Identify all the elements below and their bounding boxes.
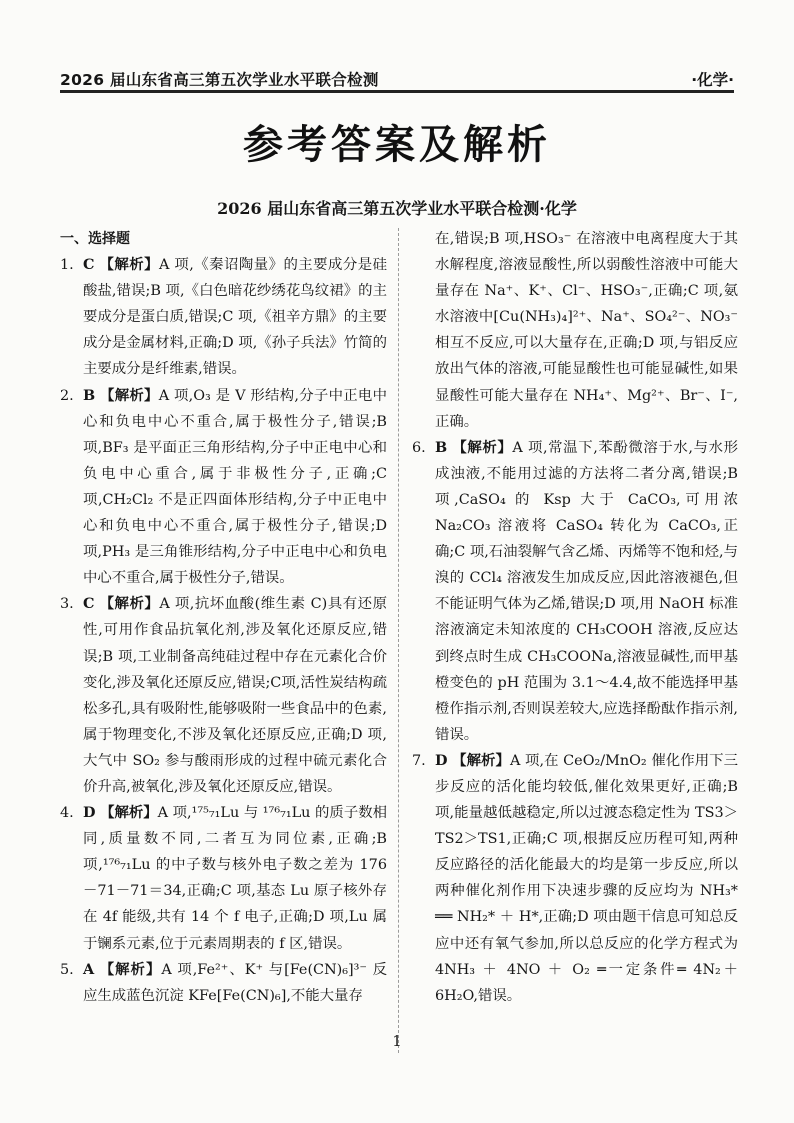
answer-item-7: 7. D 【解析】A 项,在 CeO₂/MnO₂ 催化作用下三步反应的活化能均较低,催化效果更好,正确;B 项,能量越低越稳定,所以过渡态稳定性为 TS3＞TS2＞TS1,正确;C 项,根据反应历程可知,两种反应路径的活化能最大的均是第一步反应,所以两种催化剂作用下决速步骤的反应均为 NH₃* ══ NH₂* ＋ H*,正确;D 项由题干信息可知总反应中还有氧气参加,所以总反应的化学方程式为 4NH₃ ＋ 4NO ＋ O₂ ═一定条件═ 4N₂＋6H₂O,错误。 (412, 751, 738, 1004)
analysis-text: A 项,¹⁷⁵₇₁Lu 与 ¹⁷⁶₇₁Lu 的质子数相同,质量数不同,二者互为同位素,正确;B 项,¹⁷⁶₇₁Lu 的中子数与核外电子数之差为 176－71－71＝34,正确;C 项,基态 Lu 原子核外存在 4f 能级,共有 14 个 f 电子,正确;D 项,Lu 属于镧系元素,位于元素周期表的 f 区,错误。 (83, 805, 387, 952)
exam-subtitle: 2026 届山东省高三第五次学业水平联合检测·化学 (217, 199, 577, 218)
answer-item-6: 6. B 【解析】A 项,常温下,苯酚微溶于水,与水形成浊液,不能用过滤的方法将二者分离,错误;B 项,CaSO₄ 的 Ksp 大于 CaCO₃,可用浓 Na₂CO₃ 溶液将 CaSO₄ 转化为 CaCO₃,正确;C 项,石油裂解气含乙烯、丙烯等不饱和烃,与溴的 CCl₄ 溶液发生加成反应,因此溶液褪色,但不能证明气体为乙烯,错误;D 项,用 NaOH 标准溶液滴定未知浓度的 CH₃COOH 溶液,反应达到终点时生成 CH₃COONa,溶液显碱性,而甲基橙变色的 pH 范围为 3.1～4.4,故不能选择甲基橙作指示剂,否则误差较大,应选择酚酞作指示剂,错误。 (412, 438, 739, 743)
header-subject: ·化学· (691, 71, 734, 89)
header-title: 2026 届山东省高三第五次学业水平联合检测 (60, 71, 379, 89)
analysis-text: A 项,O₃ 是 V 形结构,分子中正电中心和负电中心不重合,属于极性分子,错误;B 项,BF₃ 是平面正三角形结构,分子中正电中心和负电中心重合,属于非极性分子,正确;C 项,CH₂Cl₂ 不是正四面体形结构,分子中正电中心和负电中心不重合,属于极性分子,错误;D 项,PH₃ 是三角锥形结构,分子中正电中心和负电中心不重合,属于极性分子,错误。 (83, 387, 387, 587)
page-number: 1 (392, 1032, 402, 1050)
left-column (60, 226, 387, 1009)
analysis-text: A 项,《秦诏陶量》的主要成分是硅酸盐,错误;B 项,《白色暗花纱绣花鸟纹裙》的主要成分是蛋白质,错误;C 项,《祖辛方鼎》的主要成分是金属材料,正确;D 项,《孙子兵法》竹简的主要成分是纤维素,错误。 (83, 257, 387, 378)
answer-letter: A (83, 960, 95, 978)
analysis-text: A 项,抗坏血酸(维生素 C)具有还原性,可用作食品抗氧化剂,涉及氧化还原反应,错误;B 项,工业制备高纯硅过程中存在元素化合价变化,涉及氧化还原反应,错误;C项,活性炭结构疏松多孔,具有吸附性,能够吸附一些食品中的色素,属于物理变化,不涉及氧化还原反应,正确;D 项,大气中 SO₂ 参与酸雨形成的过程中硫元素化合价升高,被氧化,涉及氧化还原反应,错误。 (83, 596, 388, 795)
answer-item-2: 2. B 【解析】A 项,O₃ 是 V 形结构,分子中正电中心和负电中心不重合,属于极性分子,错误;B 项,BF₃ 是平面正三角形结构,分子中正电中心和负电中心重合,属于非极性分子,正确;C 项,CH₂Cl₂ 不是正四面体形结构,分子中正电中心和负电中心不重合,属于极性分子,错误;D 项,PH₃ 是三角锥形结构,分子中正电中心和负电中心不重合,属于极性分子,错误。 (60, 386, 387, 587)
analysis-text: A 项,常温下,苯酚微溶于水,与水形成浊液,不能用过滤的方法将二者分离,错误;B 项,CaSO₄ 的 Ksp 大于 CaCO₃,可用浓 Na₂CO₃ 溶液将 CaSO₄ 转化为 CaCO₃,正确;C 项,石油裂解气含乙烯、丙烯等不饱和烃,与溴的 CCl₄ 溶液发生加成反应,因此溶液褪色,但不能证明气体为乙烯,错误;D 项,用 NaOH 标准溶液滴定未知浓度的 CH₃COOH 溶液,反应达到终点时生成 CH₃COONa,溶液显碱性,而甲基橙变色的 pH 范围为 3.1～4.4,故不能选择甲基橙作指示剂,否则误差较大,应选择酚酞作指示剂,错误。 (435, 439, 739, 743)
analysis-text: A 项,在 CeO₂/MnO₂ 催化作用下三步反应的活化能均较低,催化效果更好,正确;B 项,能量越低越稳定,所以过渡态稳定性为 TS3＞TS2＞TS1,正确;C 项,根据反应历程可知,两种反应路径的活化能最大的均是第一步反应,所以两种催化剂作用下决速步骤的反应均为 NH₃* ══ NH₂* ＋ H*,正确;D 项由题干信息可知总反应中还有氧气参加,所以总反应的化学方程式为 4NH₃ ＋ 4NO ＋ O₂ ═一定条件═ 4N₂＋6H₂O,错误。 (435, 752, 738, 1004)
column-divider (398, 228, 399, 1053)
section-heading: 一、选择题 (60, 231, 130, 247)
analysis-tag: 【解析】 (100, 804, 158, 822)
right-column (412, 226, 738, 1009)
page-title: 参考答案及解析 (243, 122, 551, 168)
answer-letter: B (83, 386, 96, 404)
answer-item-4: 4. D 【解析】A 项,¹⁷⁵₇₁Lu 与 ¹⁷⁶₇₁Lu 的质子数相同,质量数不同,二者互为同位素,正确;B 项,¹⁷⁶₇₁Lu 的中子数与核外电子数之差为 176－71－71＝34,正确;C 项,基态 Lu 原子核外存在 4f 能级,共有 14 个 f 电子,正确;D 项,Lu 属于镧系元素,位于元素周期表的 f 区,错误。 (60, 804, 387, 952)
answer-item-5: 5. A 【解析】A 项,Fe²⁺、K⁺ 与[Fe(CN)₆]³⁻ 反应生成蓝色沉淀 KFe[Fe(CN)₆],不能大量存 (60, 960, 387, 1004)
analysis-text: A 项,Fe²⁺、K⁺ 与[Fe(CN)₆]³⁻ 反应生成蓝色沉淀 KFe[Fe(CN)₆],不能大量存 (83, 961, 387, 1004)
answer-letter: D (83, 804, 96, 822)
analysis-tag: 【解析】 (99, 595, 160, 613)
answer-letter: C (83, 595, 95, 613)
answer-letter: D (435, 751, 448, 769)
answer-item-3: 3. C 【解析】A 项,抗坏血酸(维生素 C)具有还原性,可用作食品抗氧化剂,涉及氧化还原反应,错误;B 项,工业制备高纯硅过程中存在元素化合价变化,涉及氧化还原反应,错误;C项,活性炭结构疏松多孔,具有吸附性,能够吸附一些食品中的色素,属于物理变化,不涉及氧化还原反应,正确;D 项,大气中 SO₂ 参与酸雨形成的过程中硫元素化合价升高,被氧化,涉及氧化还原反应,错误。 (60, 595, 388, 795)
answer-letter: B (435, 438, 448, 456)
answer-item-1: 1. C 【解析】A 项,《秦诏陶量》的主要成分是硅酸盐,错误;B 项,《白色暗花纱绣花鸟纹裙》的主要成分是蛋白质,错误;C 项,《祖辛方鼎》的主要成分是金属材料,正确;D 项,《孙子兵法》竹简的主要成分是纤维素,错误。 (60, 256, 387, 378)
analysis-tag: 【解析】 (452, 438, 513, 456)
analysis-tag: 【解析】 (99, 960, 162, 978)
running-header (60, 68, 734, 93)
answer-item-5-continued: 在,错误;B 项,HSO₃⁻ 在溶液中电离程度大于其水解程度,溶液显酸性,所以弱酸性溶液中可能大量存在 Na⁺、K⁺、Cl⁻、HSO₃⁻,正确;C 项,氨水溶液中[Cu(NH₃)₄]²⁺、Na⁺、SO₄²⁻、NO₃⁻ 相互不反应,可以大量存在,正确;D 项,与铝反应放出气体的溶液,可能显酸性也可能显碱性,如果显酸性可能大量存在 NH₄⁺、Mg²⁺、Br⁻、I⁻,正确。 (435, 231, 738, 430)
analysis-tag: 【解析】 (452, 751, 510, 769)
answer-letter: C (83, 256, 95, 274)
analysis-tag: 【解析】 (100, 386, 159, 404)
analysis-tag: 【解析】 (99, 256, 159, 274)
